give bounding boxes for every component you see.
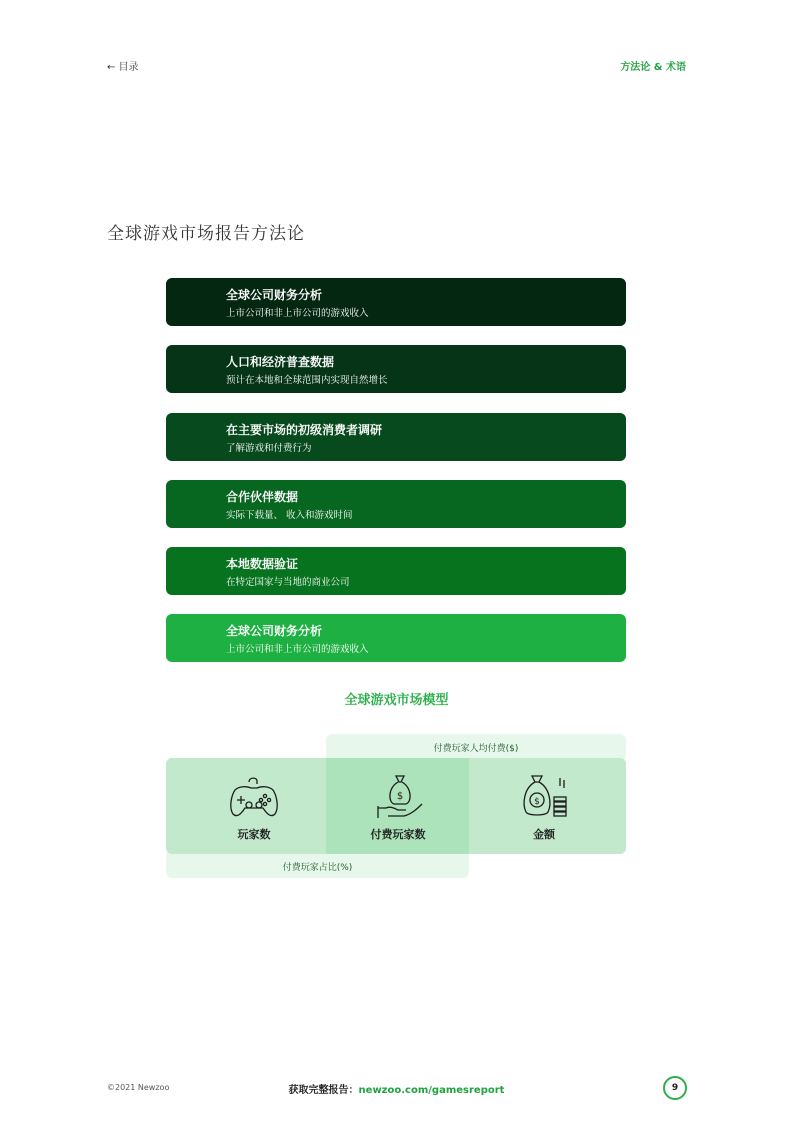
- page-number: 9: [663, 1076, 687, 1100]
- bottom-band-label: 付费玩家占比(%): [282, 863, 353, 873]
- model-title: 全球游戏市场模型: [344, 693, 449, 708]
- step-title: 人口和经济普查数据: [226, 355, 335, 369]
- box-label-paying-players: 付费玩家数: [370, 828, 426, 841]
- step-title: 全球公司财务分析: [226, 288, 323, 302]
- money-bag-coins-icon: [520, 772, 570, 822]
- step-desc: 上市公司和非上市公司的游戏收入: [226, 644, 369, 655]
- step-title: 全球公司财务分析: [226, 624, 323, 638]
- step-desc: 实际下载量、 收入和游戏时间: [226, 510, 353, 521]
- copyright: ©2021 Newzoo: [107, 1083, 170, 1092]
- step-title: 合作伙伴数据: [226, 490, 299, 504]
- svg-text:$: $: [396, 791, 404, 802]
- box-label-amount: 金额: [533, 828, 555, 841]
- step-desc: 了解游戏和付费行为: [226, 443, 312, 454]
- top-band-label: 付费玩家人均付费($): [433, 744, 519, 754]
- step-desc: 在特定国家与当地的商业公司: [226, 577, 350, 588]
- gamepad-icon: [227, 774, 281, 820]
- method-step: [166, 480, 626, 528]
- step-title: 在主要市场的初级消费者调研: [226, 423, 383, 437]
- svg-text:$: $: [534, 797, 540, 807]
- method-step: [166, 547, 626, 595]
- method-step: [166, 345, 626, 393]
- box-label-players: 玩家数: [237, 828, 271, 841]
- method-step: [166, 278, 626, 326]
- toc-link[interactable]: ← 目录: [107, 62, 139, 73]
- money-bag-hand-icon: [374, 772, 424, 820]
- cta-label: 获取完整报告：: [288, 1085, 359, 1096]
- step-desc: 预计在本地和全球范围内实现自然增长: [226, 375, 388, 386]
- page-title: 全球游戏市场报告方法论: [107, 224, 305, 244]
- report-link[interactable]: newzoo.com/gamesreport: [358, 1085, 505, 1096]
- step-title: 本地数据验证: [226, 557, 299, 571]
- section-link[interactable]: 方法论 & 术语: [620, 62, 686, 73]
- step-desc: 上市公司和非上市公司的游戏收入: [226, 308, 369, 319]
- method-step: [166, 614, 626, 662]
- method-step: [166, 413, 626, 461]
